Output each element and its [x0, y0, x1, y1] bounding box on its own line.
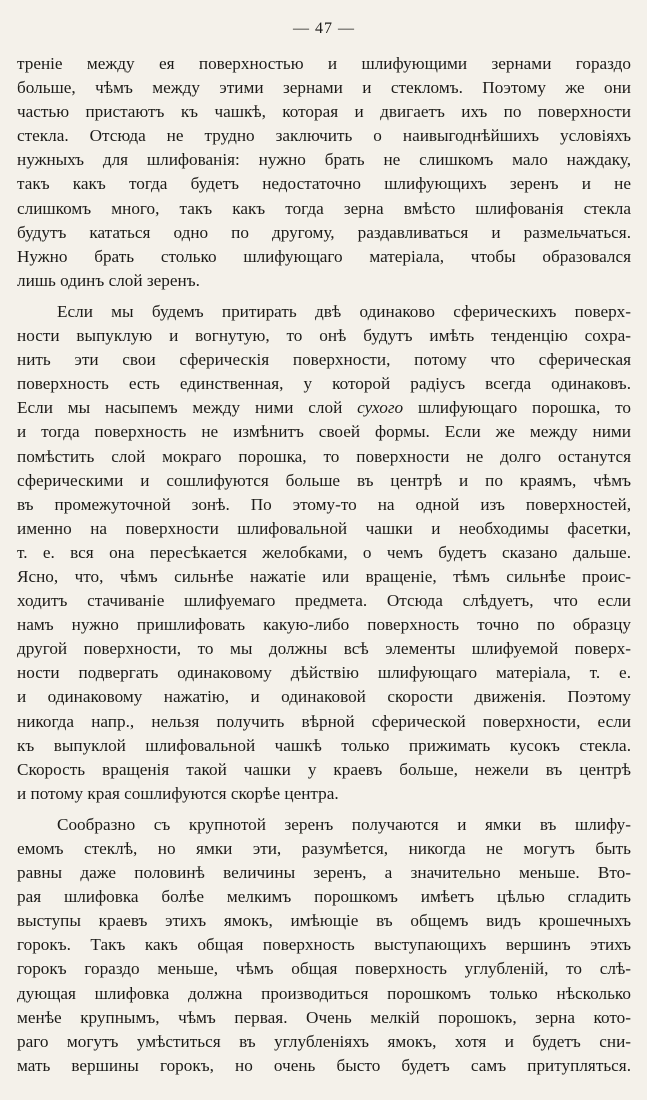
text-line: выступы краевъ этихъ ямокъ, имѣющіе въ общемъ видъ крошечныхъ: [17, 911, 631, 931]
text-line-with-italic: [17, 396, 631, 420]
text-line: больше, чѣмъ между этими зернами и стекломъ. Поэтому же они: [17, 78, 631, 98]
paragraph-2: [17, 300, 631, 806]
text-line: раго могутъ умѣститься въ углубленіяхъ ямокъ, хотя и будетъ сни-: [17, 1031, 631, 1051]
text-line: Нужно брать столько шлифующаго матеріала, чтобы образовался: [17, 246, 631, 266]
text-line: дующая шлифовка должна производиться порошкомъ только нѣсколько: [17, 983, 631, 1003]
text-line: Скорость вращенія такой чашки у краевъ больше, нежели въ центрѣ: [17, 759, 631, 779]
text-line: помѣстить слой мокраго порошка, то поверхности не долго останутся: [17, 446, 631, 466]
text-line: никогда напр., нельзя получить вѣрной сферической поверхности, если: [17, 711, 631, 731]
text-line: горокъ гораздо меньше, чѣмъ общая поверхность углубленій, то слѣ-: [17, 959, 631, 979]
text-line: Ясно, что, чѣмъ сильнѣе нажатіе или вращеніе, тѣмъ сильнѣе проис-: [17, 566, 631, 586]
text-line: и одинаковому нажатію, и одинаковой скорости движенія. Поэтому: [17, 687, 631, 707]
text-line: и тогда поверхность не измѣнитъ своей формы. Если же между ними: [17, 422, 631, 442]
text-line: нить эти свои сферическія поверхности, потому что сферическая: [17, 350, 631, 370]
text-line: ходитъ стачиваніе шлифуемаго предмета. Отсюда слѣдуетъ, что если: [17, 591, 631, 611]
italic-word: сухого: [357, 398, 404, 418]
text-line: стекла. Отсюда не трудно заключить о наивыгоднѣйшихъ условіяхъ: [17, 126, 631, 146]
text-line: къ выпуклой шлифовальной чашкѣ только прижимать кусокъ стекла.: [17, 735, 631, 755]
text-line: нужныхъ для шлифованія: нужно брать не слишкомъ мало наждаку,: [17, 150, 631, 170]
text-line: такъ какъ тогда будетъ недостаточно шлифующихъ зеренъ и не: [17, 174, 631, 194]
paragraph-1: [17, 52, 631, 293]
paragraph-3: [17, 813, 631, 1078]
text-line: въ промежуточной зонѣ. По этому-то на одной изъ поверхностей,: [17, 494, 631, 514]
text-line: равны даже половинѣ величины зеренъ, а значительно меньше. Вто-: [17, 863, 631, 883]
text-line: лишь одинъ слой зеренъ.: [17, 270, 200, 290]
page-number: — 47 —: [293, 20, 355, 37]
text-line: ности подвергать одинаковому дѣйствію шлифующаго матеріала, т. е.: [17, 663, 631, 683]
text-line: слишкомъ много, такъ какъ тогда зерна вмѣсто шлифованія стекла: [17, 198, 631, 218]
text-line: Сообразно съ крупнотой зеренъ получаются и ямки въ шлифу-: [57, 814, 631, 834]
text-line: менѣе крупнымъ, чѣмъ первая. Очень мелкій порошокъ, зерна кото-: [17, 1007, 631, 1027]
text-line: именно на поверхности шлифовальной чашки и необходимы фасетки,: [17, 518, 631, 538]
text-line: рая шлифовка болѣе мелкимъ порошкомъ имѣетъ цѣлью сгладить: [17, 887, 631, 907]
text-line: треніе между ея поверхностью и шлифующими зернами гораздо: [17, 54, 631, 73]
text-line: другой поверхности, то мы должны всѣ элементы шлифуемой поверх-: [17, 639, 631, 659]
text-line: поверхность есть единственная, у которой радіусъ всегда одинаковъ.: [17, 374, 631, 394]
text-line: намъ нужно пришлифовать какую-либо поверхность точно по образцу: [17, 615, 631, 635]
text-fragment: шлифующаго порошка, то: [403, 398, 631, 418]
text-line: и потому края сошлифуются скорѣе центра.: [17, 783, 339, 803]
text-line: сферическими и сошлифуются больше въ центрѣ и по краямъ, чѣмъ: [17, 470, 631, 490]
text-fragment: Если мы насыпемъ между ними слой: [17, 398, 358, 418]
text-line: ности выпуклую и вогнутую, то онѣ будутъ имѣть тенденцію сохра-: [17, 326, 631, 346]
text-line: т. е. вся она пересѣкается желобками, о чемъ будетъ сказано дальше.: [17, 542, 631, 562]
text-line: частью пристаютъ къ чашкѣ, которая и двигаетъ ихъ по поверхности: [17, 102, 631, 122]
text-line: мать вершины горокъ, но очень бысто будетъ самъ притупляться.: [17, 1055, 631, 1075]
text-line: емомъ стеклѣ, но ямки эти, разумѣется, никогда не могутъ быть: [17, 839, 631, 858]
text-line: горокъ. Такъ какъ общая поверхность выступающихъ вершинъ этихъ: [17, 935, 631, 955]
text-line: будутъ кататься одно по другому, раздавливаться и размельчаться.: [17, 222, 631, 242]
text-line: Если мы будемъ притирать двѣ одинаково сферическихъ поверх-: [57, 301, 631, 321]
